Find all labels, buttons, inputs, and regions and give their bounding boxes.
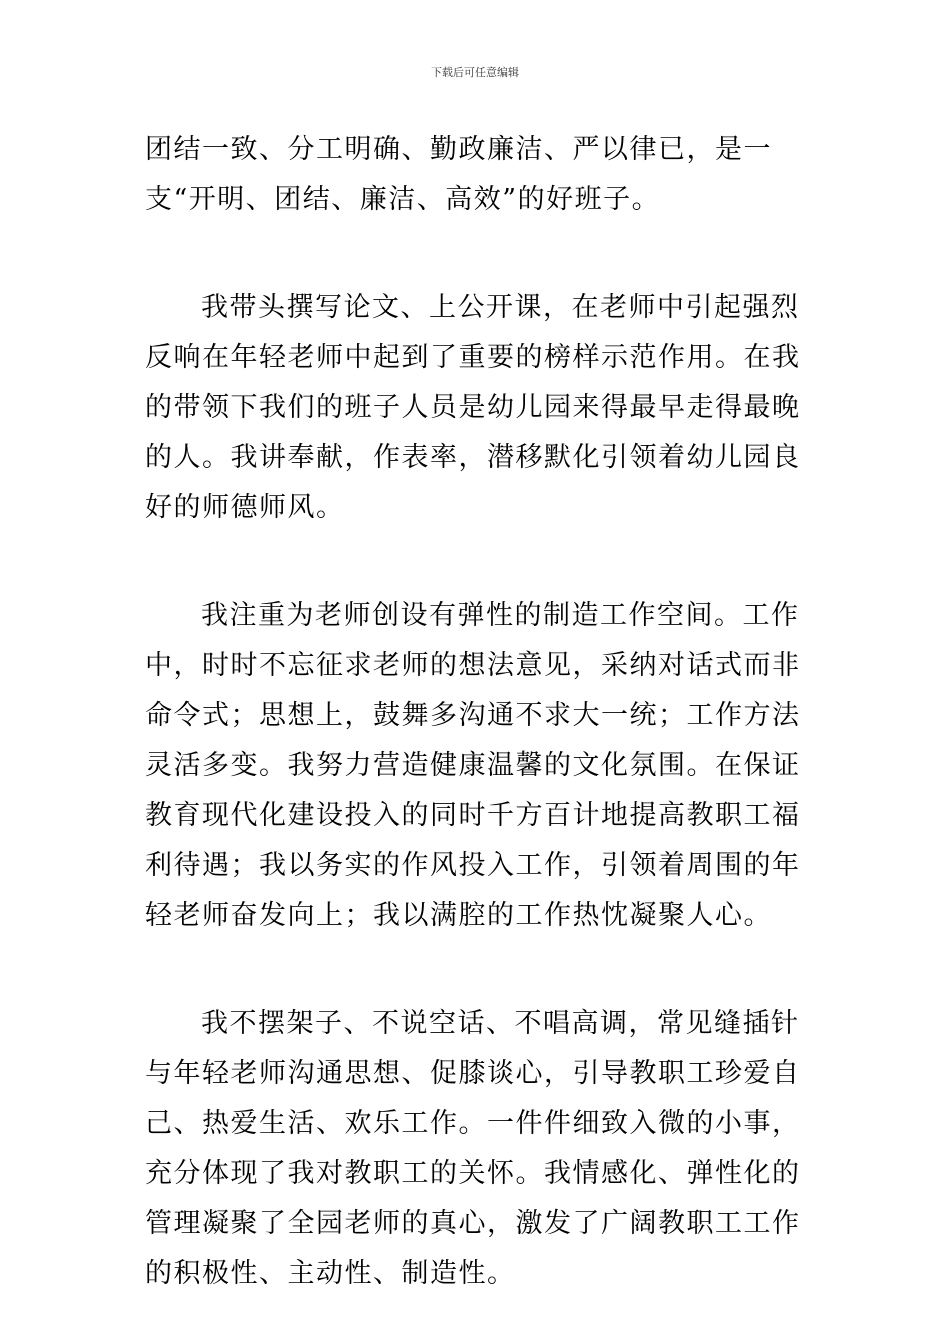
paragraph-3: 我注重为老师创设有弹性的制造工作空间。工作中，时时不忘征求老师的想法意见，采纳对话式而非命令式；思想上，鼓舞多沟通不求大一统；工作方法灵活多变。我努力营造健康温馨的文化氛围。在保证教育现代化建设投入的同时千方百计地提高教职工福利待遇；我以务实的作风投入工作，引领着周围的年轻老师奋发向上；我以满腔的工作热忱凝聚人心。 xyxy=(145,600,801,931)
page-header-note: 下载后可任意编辑 xyxy=(431,66,519,79)
paragraph-spacer xyxy=(145,941,815,999)
document-body xyxy=(145,125,815,1299)
paragraph-spacer xyxy=(145,225,815,283)
paragraph-2: 我带头撰写论文、上公开课，在老师中引起强烈反响在年轻老师中起到了重要的榜样示范作用。在我的带领下我们的班子人员是幼儿园来得最早走得最晚的人。我讲奉献，作表率，潜移默化引领着幼儿园良好的师德师风。 xyxy=(145,292,801,523)
paragraph-4: 我不摆架子、不说空话、不唱高调，常见缝插针与年轻老师沟通思想、促膝谈心，引导教职工珍爱自己、热爱生活、欢乐工作。一件件细致入微的小事，充分体现了我对教职工的关怀。我情感化、弹性化的管理凝聚了全园老师的真心，激发了广阔教职工工作的积极性、主动性、制造性。 xyxy=(145,1008,801,1289)
paragraph-spacer xyxy=(145,533,815,591)
paragraph-1: 团结一致、分工明确、勤政廉洁、严以律已，是一支“开明、团结、廉洁、高效”的好班子。 xyxy=(145,134,772,215)
